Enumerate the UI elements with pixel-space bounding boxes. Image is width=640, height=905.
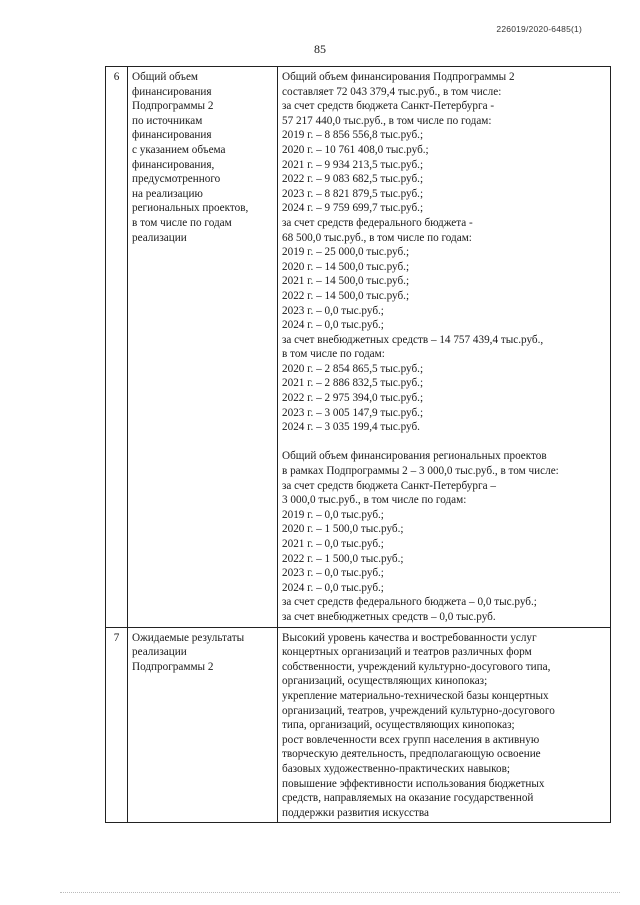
row-value-line: в рамках Подпрограммы 2 – 3 000,0 тыс.руб., в том числе: [282,465,559,478]
row-value-line: средств, направляемых на оказание государственной [282,792,534,805]
row-name-cell [128,627,278,823]
row-value-line: 2023 г. – 0,0 тыс.руб.; [282,304,384,317]
row-name-line: на реализацию [132,187,203,200]
row-name-cell [128,67,278,628]
table-row [106,627,611,823]
table-body [106,67,611,823]
row-name-line: в том числе по годам [132,216,232,229]
row-value-line: 2020 г. – 1 500,0 тыс.руб.; [282,523,404,536]
row-value-line: 2023 г. – 8 821 879,5 тыс.руб.; [282,187,424,200]
footer-divider [60,892,620,893]
row-value-line: организаций, театров, учреждений культурно-досугового [282,704,555,717]
row-value-line: 3 000,0 тыс.руб., в том числе по годам: [282,494,467,507]
row-value-line: 2024 г. – 0,0 тыс.руб.; [282,581,384,594]
row-value-line: 2023 г. – 3 005 147,9 тыс.руб.; [282,406,424,419]
row-value-line: 2022 г. – 2 975 394,0 тыс.руб.; [282,392,424,405]
row-value-line: 2021 г. – 9 934 213,5 тыс.руб.; [282,158,424,171]
row-name-line: Подпрограммы 2 [132,100,214,113]
row-value-line: концертных организаций и театров различных форм [282,646,532,659]
row-value-line: 2024 г. – 0,0 тыс.руб.; [282,319,384,332]
row-value-line: укрепление материально-технической базы концертных [282,689,549,702]
row-name-line: по источникам [132,114,203,127]
row-value-line: 2021 г. – 2 886 832,5 тыс.руб.; [282,377,424,390]
row-value-line: 2022 г. – 1 500,0 тыс.руб.; [282,552,404,565]
row-value-line: собственности, учреждений культурно-досугового типа, [282,660,551,673]
row-value-line: 2021 г. – 0,0 тыс.руб.; [282,538,384,550]
row-value-line: 2021 г. – 14 500,0 тыс.руб.; [282,275,410,288]
row-name-line: Ожидаемые результаты [132,631,245,644]
row-value-line: Высокий уровень качества и востребованности услуг [282,631,537,644]
row-value-line: за счет средств бюджета Санкт-Петербурга - [282,100,495,113]
row-value-line: 2020 г. – 14 500,0 тыс.руб.; [282,260,410,273]
row-value-line: составляет 72 043 379,4 тыс.руб., в том числе: [282,85,502,98]
row-value-line: 2020 г. – 2 854 865,5 тыс.руб.; [282,362,424,375]
row-value-line: организаций, осуществляющих кинопоказ; [282,675,488,688]
row-value-line: 2023 г. – 0,0 тыс.руб.; [282,567,384,580]
row-name-line: предусмотренного [132,173,221,186]
row-value-line: 68 500,0 тыс.руб., в том числе по годам: [282,231,472,244]
row-name-line: финансирования [132,85,212,98]
row-value-line: 2024 г. – 3 035 199,4 тыс.руб. [282,421,420,434]
row-value-line: типа, организаций, осуществляющих кинопоказ; [282,719,515,732]
row-value-line: поддержки развития искусства [282,806,429,819]
row-value-line: Общий объем финансирования Подпрограммы 2 [282,71,515,83]
row-name-line: региональных проектов, [132,202,249,215]
row-name-line: финансирования, [132,158,215,171]
row-value-line: в том числе по годам: [282,348,385,361]
row-value-line: за счет средств федерального бюджета - [282,216,473,229]
row-value-line: 2019 г. – 8 856 556,8 тыс.руб.; [282,129,424,142]
row-number: 7 [106,627,128,823]
row-value-line: повышение эффективности использования бюджетных [282,777,545,790]
row-value-line: 2019 г. – 25 000,0 тыс.руб.; [282,246,410,259]
page-number: 85 [314,42,326,56]
table-row [106,67,611,628]
row-name-line: Общий объем [132,71,198,83]
row-value-line: за счет внебюджетных средств – 0,0 тыс.руб. [282,610,496,623]
paragraph-gap [282,435,606,450]
row-value-line: рост вовлеченности всех групп населения в активную [282,733,540,746]
row-value-line: 2022 г. – 9 083 682,5 тыс.руб.; [282,173,424,186]
row-value-line: 2020 г. – 10 761 408,0 тыс.руб.; [282,143,429,156]
row-name-line: Подпрограммы 2 [132,660,214,673]
row-value-line: Общий объем финансирования региональных проектов [282,450,547,463]
row-value-line: 2024 г. – 9 759 699,7 тыс.руб.; [282,202,424,215]
row-value-cell [278,627,611,823]
row-value-line: за счет внебюджетных средств – 14 757 439,4 тыс.руб., [282,333,544,346]
row-name-line: с указанием объема [132,143,226,156]
passport-table [105,66,611,823]
document-id: 226019/2020-6485(1) [496,24,582,34]
row-value-line: за счет средств бюджета Санкт-Петербурга – [282,479,496,492]
row-value-cell [278,67,611,628]
row-number: 6 [106,67,128,628]
row-value-line: базовых художественно-практических навыков; [282,762,510,775]
row-value-line: творческую деятельность, предполагающую освоение [282,748,541,761]
row-value-line: 2019 г. – 0,0 тыс.руб.; [282,508,384,521]
row-value-line: 57 217 440,0 тыс.руб., в том числе по годам: [282,114,492,127]
row-name-line: реализации [132,646,187,659]
row-value-line: 2022 г. – 14 500,0 тыс.руб.; [282,289,410,302]
row-value-line: за счет средств федерального бюджета – 0,0 тыс.руб.; [282,596,537,609]
row-name-line: финансирования [132,129,212,142]
row-name-line: реализации [132,231,187,244]
